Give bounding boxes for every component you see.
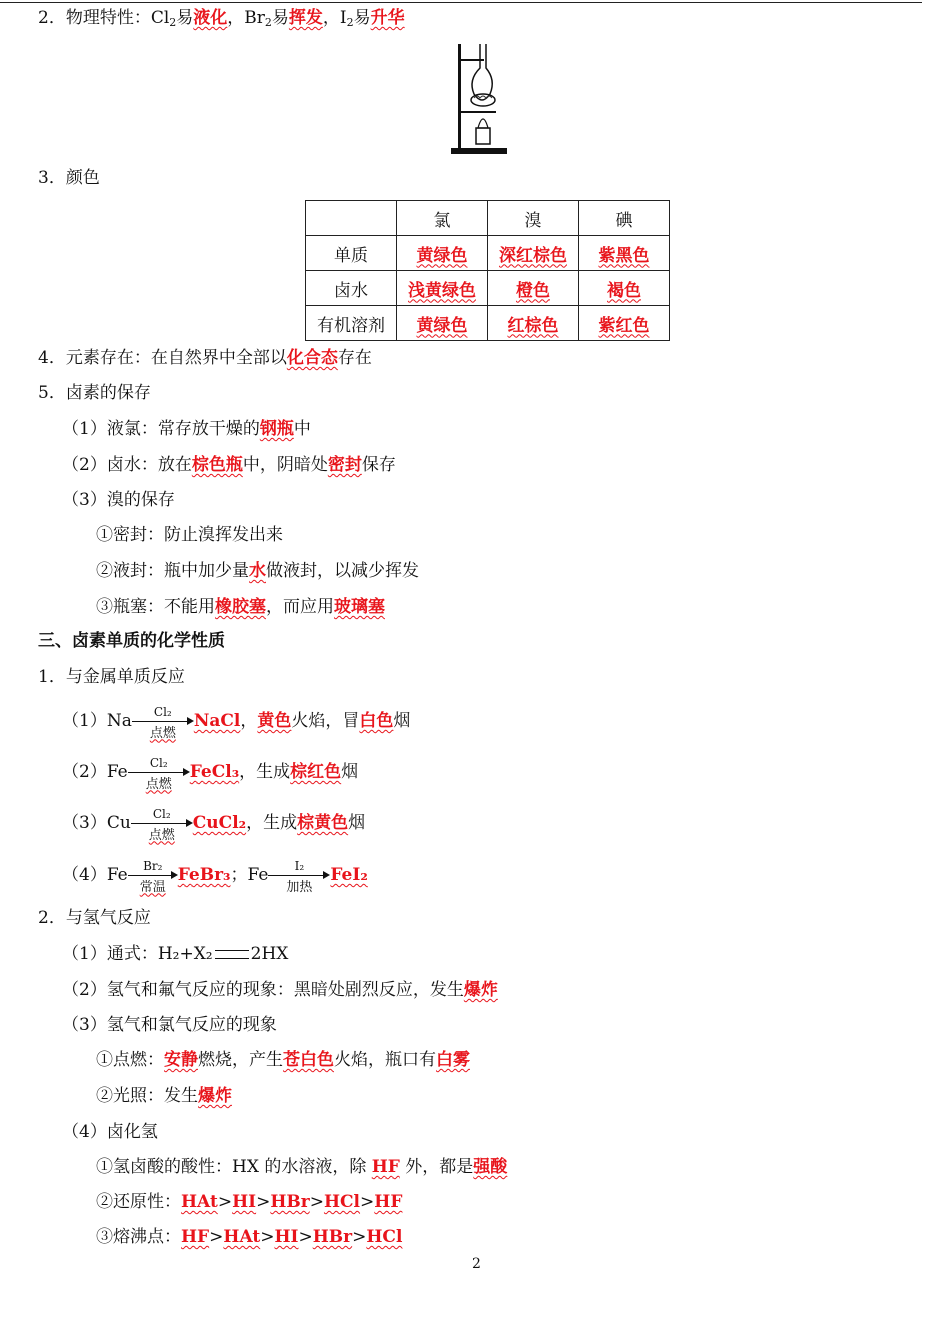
hydrogen-reaction-heading: 2．与氢气反应 xyxy=(38,908,151,928)
reaction-na: （1）Na Cl₂ 点燃 NaCl，黄色火焰，冒白色烟 xyxy=(62,704,411,741)
equals-sign xyxy=(215,950,249,959)
top-rule xyxy=(0,2,922,3)
row-label: 卤水 xyxy=(306,271,397,306)
table-row xyxy=(306,271,670,306)
storage-liquid-chlorine: （1）液氯：常存放干燥的钢瓶中 xyxy=(62,419,311,439)
table-header-row xyxy=(306,201,670,236)
reaction-fe-cl: （2）Fe Cl₂ 点燃 FeCl₃，生成棕红色烟 xyxy=(62,755,359,792)
table-header-cell: 碘 xyxy=(579,201,670,236)
table-row xyxy=(306,236,670,271)
row-label: 有机溶剂 xyxy=(306,306,397,341)
storage-bromine-stopper: ③瓶塞：不能用橡胶塞，而应用玻璃塞 xyxy=(96,597,385,617)
table-cell: 红棕色 xyxy=(488,306,579,341)
boiling-point-line: ③熔沸点：HF>HAt>HI>HBr>HCl xyxy=(96,1227,403,1247)
storage-bromine-seal: ①密封：防止溴挥发出来 xyxy=(96,525,283,545)
reaction-cu-cl: （3）Cu Cl₂ 点燃 CuCl₂，生成棕黄色烟 xyxy=(62,806,366,843)
chlorine-light: ②光照：发生爆炸 xyxy=(96,1086,232,1106)
reaction-arrow: Cl₂ 点燃 xyxy=(131,812,193,836)
chlorine-ignite: ①点燃：安静燃烧，产生苍白色火焰，瓶口有白雾 xyxy=(96,1050,470,1070)
table-header-cell: 溴 xyxy=(488,201,579,236)
chemical-properties-heading: 三、卤素单质的化学性质 xyxy=(38,631,225,651)
table-cell: 黄绿色 xyxy=(397,306,488,341)
table-cell: 深红棕色 xyxy=(488,236,579,271)
chlorine-reaction-heading: （3）氢气和氯气反应的现象 xyxy=(62,1015,277,1035)
table-cell: 橙色 xyxy=(488,271,579,306)
row-label: 单质 xyxy=(306,236,397,271)
table-cell: 紫红色 xyxy=(579,306,670,341)
table-row xyxy=(306,306,670,341)
colors-heading: 3．颜色 xyxy=(38,168,100,188)
element-existence-line: 4．元素存在：在自然界中全部以化合态存在 xyxy=(38,348,372,368)
acidity-line: ①氢卤酸的酸性：HX 的水溶液，除 HF 外，都是强酸 xyxy=(96,1157,508,1177)
general-equation: （1）通式：H₂+X₂ 2HX xyxy=(62,944,289,964)
reaction-arrow: Br₂ 常温 xyxy=(128,864,178,888)
reducibility-line: ②还原性：HAt>HI>HBr>HCl>HF xyxy=(96,1192,403,1212)
physical-properties-line: 2．物理特性：$Cl_2$易液化，$Br_2$易挥发，$I_2$易升华 xyxy=(38,8,405,29)
reaction-arrow: Cl₂ 点燃 xyxy=(132,710,194,734)
table-cell: 紫黑色 xyxy=(579,236,670,271)
halogen-color-table xyxy=(305,200,670,341)
page-number: 2 xyxy=(472,1256,481,1272)
table-cell: 黄绿色 xyxy=(397,236,488,271)
answer-sublime: 升华 xyxy=(370,8,405,28)
answer-volatile: 挥发 xyxy=(288,8,323,28)
table-header-cell: 氯 xyxy=(397,201,488,236)
hydrogen-halide-heading: （4）卤化氢 xyxy=(62,1122,158,1142)
storage-bromine-liquid-seal: ②液封：瓶中加少量水做液封，以减少挥发 xyxy=(96,561,419,581)
reaction-fe-br-i: （4）Fe Br₂ 常温 FeBr₃；Fe I₂ 加热 FeI₂ xyxy=(62,858,368,895)
storage-bromine-heading: （3）溴的保存 xyxy=(62,490,175,510)
storage-heading: 5．卤素的保存 xyxy=(38,383,151,403)
fluorine-reaction: （2）氢气和氟气反应的现象：黑暗处剧烈反应，发生爆炸 xyxy=(62,980,498,1000)
table-cell: 浅黄绿色 xyxy=(397,271,488,306)
table-cell: 褐色 xyxy=(579,271,670,306)
table-header-cell xyxy=(306,201,397,236)
storage-halogen-water: （2）卤水：放在棕色瓶中，阴暗处密封保存 xyxy=(62,455,396,475)
reaction-arrow: I₂ 加热 xyxy=(268,864,330,888)
reaction-arrow: Cl₂ 点燃 xyxy=(128,761,190,785)
answer-liquefy: 液化 xyxy=(193,8,228,28)
sublimation-apparatus-icon xyxy=(448,40,510,158)
metal-reaction-heading: 1．与金属单质反应 xyxy=(38,667,185,687)
